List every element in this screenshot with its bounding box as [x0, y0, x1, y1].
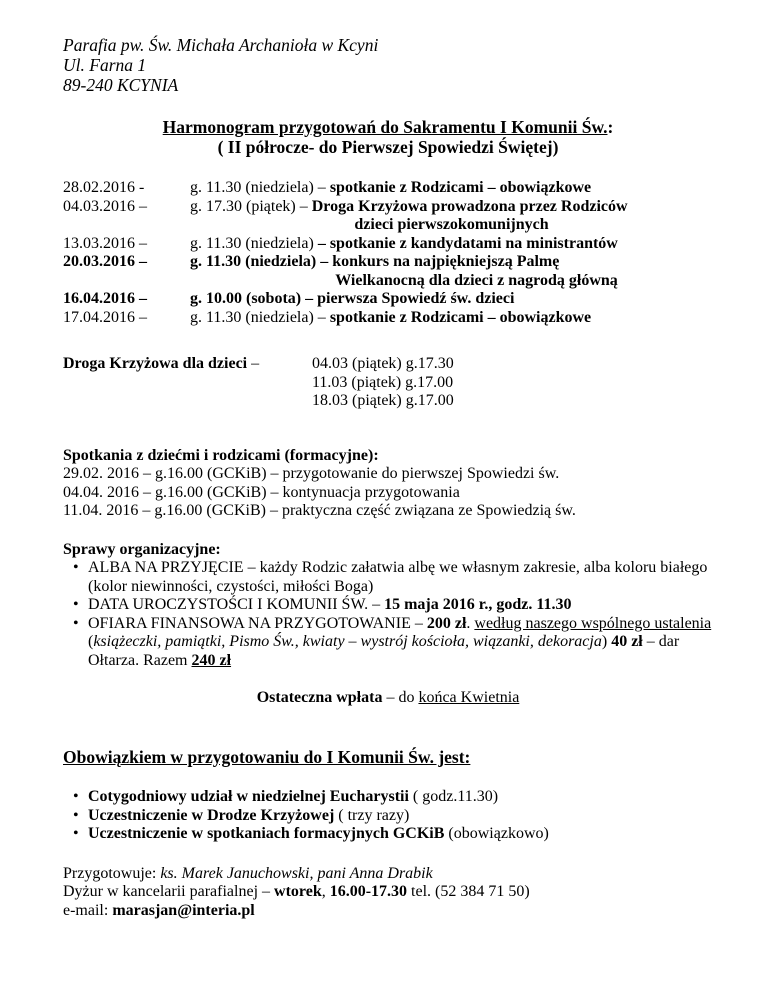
org-item-payment [63, 615, 713, 671]
meeting-item: 29.02. 2016 – g.16.00 (GCKiB) – przygotowanie do pierwszej Spowiedzi św. [63, 465, 560, 482]
schedule-time: g. 11.30 (niedziela) [190, 234, 318, 252]
stations-date: 04.03 (piątek) g.17.30 [312, 355, 454, 372]
duties-list [63, 788, 713, 844]
parish-city: 89-240 KCYNIA [63, 75, 179, 95]
organizational-matters [63, 541, 713, 708]
schedule-time: g. 17.30 (piątek) – [190, 197, 312, 215]
office-sep: , [321, 883, 330, 900]
org-item-alb [63, 559, 713, 596]
email-address[interactable]: marasjan@interia.pl [112, 901, 255, 919]
duty-item [63, 788, 713, 807]
duty-note: ( godz.11.30) [408, 788, 499, 805]
email-line [63, 902, 713, 921]
meetings-heading: Spotkania z dziećmi i rodzicami (formacyjne): [63, 446, 379, 464]
duty-item [63, 825, 713, 844]
prepared-by-names: ks. Marek Januchowski, pani Anna Drabik [160, 864, 433, 882]
stations-date: 11.03 (piątek) g.17.00 [312, 373, 454, 391]
schedule-event: spotkanie z Rodzicami – obowiązkowe [329, 179, 592, 196]
prepared-by [63, 865, 713, 884]
office-hours-time: 16.00-17.30 [329, 883, 408, 900]
schedule-event-cont: dzieci pierwszokomunijnych [354, 216, 549, 233]
schedule-date: 17.04.2016 – [63, 308, 147, 326]
duty-note: ( trzy razy) [334, 806, 410, 824]
parish-name: Parafia pw. Św. Michała Archanioła w Kcyni [63, 35, 379, 55]
org-item-text: DATA UROCZYSTOŚCI I KOMUNII ŚW. – [88, 596, 385, 613]
schedule-row-continuation [63, 216, 713, 235]
final-payment-mid: – do [382, 689, 419, 706]
duty-text: Cotygodniowy udział w niedzielnej Eucharystii [88, 788, 409, 805]
payment-paren: ) [601, 633, 612, 650]
meeting-item: 11.04. 2016 – g.16.00 (GCKiB) – praktyczna część związana ze Spowiedzią św. [63, 502, 576, 519]
stations-label: Droga Krzyżowa dla dzieci [63, 355, 248, 372]
schedule-row [63, 179, 713, 198]
office-phone: tel. (52 384 71 50) [407, 883, 530, 900]
formation-meetings [63, 447, 713, 521]
stations-dash: – [247, 355, 260, 372]
schedule-event: Droga Krzyżowa prowadzona przez Rodziców [311, 197, 628, 215]
schedule-date: 04.03.2016 – [63, 197, 147, 215]
schedule-date: 13.03.2016 – [63, 234, 147, 252]
schedule-time: g. 11.30 (niedziela) – [190, 179, 330, 196]
duty-text: Uczestniczenie w Drodze Krzyżowej [88, 806, 335, 824]
schedule-row-continuation [63, 272, 713, 291]
prepared-by-label: Przygotowuje: [63, 864, 161, 882]
schedule-row [63, 309, 713, 328]
schedule-event: – spotkanie z kandydatami na ministrantów [317, 234, 618, 252]
duty-item [63, 807, 713, 826]
final-payment-deadline: końca Kwietnia [418, 689, 520, 706]
office-hours-label: Dyżur w kancelarii parafialnej – [63, 883, 275, 900]
schedule-row [63, 235, 713, 254]
final-payment-label: Ostateczna wpłata [256, 689, 383, 706]
schedule-time: g. 11.30 (niedziela) – [190, 308, 330, 326]
contact-footer [63, 865, 713, 921]
payment-agreement: według naszego wspólnego ustalenia [474, 614, 712, 632]
org-item-text: OFIARA FINANSOWA NA PRZYGOTOWANIE – [88, 614, 427, 632]
org-item-text: ALBA NA PRZYJĘCIE – każdy Rodzic załatwia albę we własnym zakresie, alba koloru białego (kolor niewinności, czystości, miłości Boga) [88, 559, 708, 595]
duty-text: Uczestniczenie w spotkaniach formacyjnych GCKiB [88, 825, 445, 842]
document-title [63, 117, 713, 157]
payment-total: 240 zł [191, 651, 232, 669]
parish-street: Ul. Farna 1 [63, 55, 147, 75]
document-page [63, 35, 713, 920]
parish-header [63, 35, 713, 95]
schedule-row [63, 198, 713, 217]
payment-dot: . [466, 614, 475, 632]
org-item-date [63, 596, 713, 615]
payment-paren: ( [88, 633, 94, 650]
altar-amount: 40 zł [611, 633, 643, 650]
office-day: wtorek [274, 883, 322, 900]
title-subtitle: ( II półrocze- do Pierwszej Spowiedzi Świętej) [217, 137, 559, 157]
duty-note: (obowiązkowo) [444, 825, 549, 842]
schedule-event: spotkanie z Rodzicami – obowiązkowe [329, 308, 592, 326]
org-heading: Sprawy organizacyjne: [63, 540, 221, 558]
stations-of-cross [63, 355, 713, 411]
title-main: Harmonogram przygotowań do Sakramentu I Komunii Św. [162, 117, 608, 137]
meeting-item: 04.04. 2016 – g.16.00 (GCKiB) – kontynuacja przygotowania [63, 483, 460, 501]
schedule-date: 16.04.2016 – [63, 290, 147, 307]
title-colon: : [607, 117, 614, 137]
schedule-row [63, 290, 713, 309]
schedule-event-cont: Wielkanocną dla dzieci z nagrodą główną [335, 271, 618, 289]
email-label: e-mail: [63, 901, 113, 919]
schedule-event: g. 10.00 (sobota) – pierwsza Spowiedź św. dzieci [190, 290, 515, 307]
final-payment [63, 689, 713, 708]
schedule-date: 20.03.2016 – [63, 253, 147, 270]
stations-date: 18.03 (piątek) g.17.00 [312, 392, 454, 409]
schedule-event: g. 11.30 (niedziela) – konkurs na najpiękniejszą Palmę [190, 253, 560, 270]
ceremony-date: 15 maja 2016 r., godz. 11.30 [384, 596, 572, 613]
schedule-date: 28.02.2016 - [63, 179, 145, 196]
payment-details: książeczki, pamiątki, Pismo Św., kwiaty – wystrój kościoła, wiązanki, dekoracja [93, 633, 602, 650]
schedule-row [63, 253, 713, 272]
payment-rest: – dar Ołtarza. Razem [88, 633, 680, 669]
payment-amount: 200 zł [426, 614, 467, 632]
duties-heading: Obowiązkiem w przygotowaniu do I Komunii Św. jest: [63, 746, 471, 767]
schedule [63, 179, 713, 327]
office-hours [63, 883, 713, 902]
